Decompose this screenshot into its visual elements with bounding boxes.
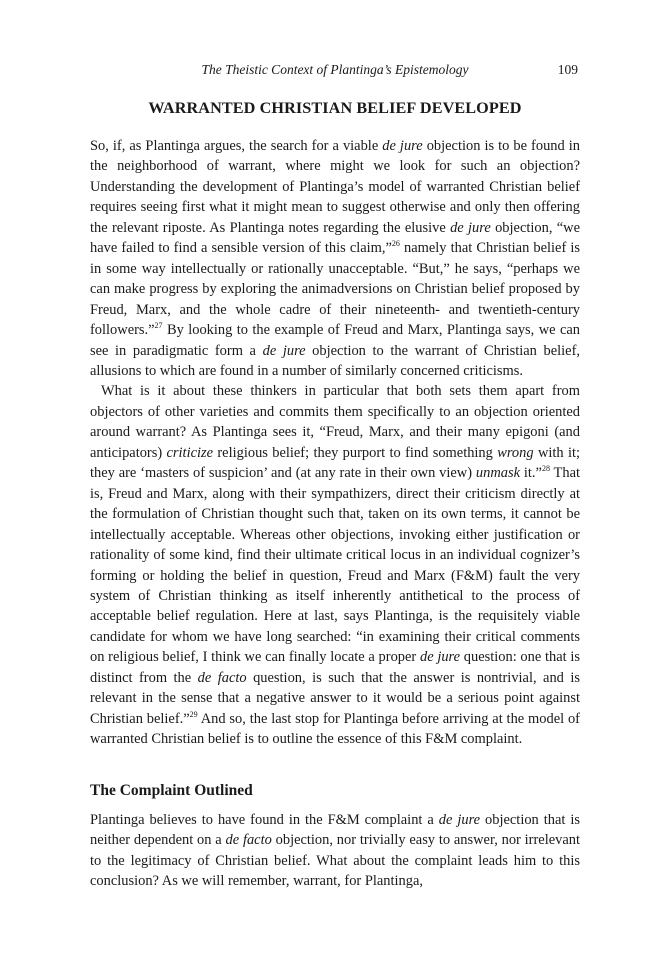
running-header — [90, 62, 580, 82]
italic-term: criticize — [166, 444, 214, 461]
text-run: That is, Freud and Marx, along with their sympathizers, direct their criticism directly at the formulation of Christian thought such that, taken on its own terms, it cannot be intellectually acceptable. Whereas other objections, invoking either justification or rationality of some kind, find their ultimate critical locus in an individual cognizer’s forming or holding the belief in question, Freud and Marx (F&M) fault the very system of Christian thinking as itself inherently antithetical to the process of acceptable belief regulation. Here at last, says Plantinga, is the requisitely viable candidate for whom we have long searched: “in examining their critical comments on religious belief, I think we can finally locate a proper — [90, 465, 580, 666]
running-title: The Theistic Context of Plantinga’s Epistemology — [201, 62, 469, 77]
footnote-ref-28[interactable]: 28 — [541, 464, 550, 474]
text-run: it.” — [520, 465, 542, 482]
italic-term: de facto — [197, 669, 247, 686]
italic-term: de jure — [450, 219, 491, 236]
footnote-ref-27[interactable]: 27 — [154, 321, 163, 331]
text-run: objection is to be found in the neighborhood of warrant, where might we look for such an objection? Understanding the development of Plantinga’s model of warranted Christian belief requires seeing first what it might mean to suggest otherwise and only then offering the relevant riposte. As Plantinga notes regarding the elusive — [90, 138, 580, 236]
italic-term: wrong — [497, 444, 534, 461]
subsection-title: The Complaint Outlined — [90, 781, 253, 799]
italic-term: de jure — [419, 649, 461, 666]
italic-term: de jure — [262, 342, 306, 359]
text-run: So, if, as Plantinga argues, the search for a viable — [90, 138, 383, 154]
text-run: What is it about these thinkers in particular that both sets them apart from objectors of other varieties and commits them specifically to an objection oriented around warrant? As Plantinga sees it, “Freud, Marx, and their many epigoni (and anticipators) — [90, 383, 580, 461]
italic-term: de facto — [225, 832, 272, 849]
italic-term: de jure — [382, 138, 423, 154]
footnote-ref-29[interactable]: 29 — [189, 709, 198, 719]
text-run: By looking to the example of Freud and Marx, Plantinga says, we can see in paradigmatic form a — [90, 322, 580, 359]
text-run: objection that is neither dependent on a — [90, 811, 580, 849]
text-run: with it; they are ‘masters of suspicion’ and (at any rate in their own view) — [90, 444, 580, 482]
italic-term: de jure — [438, 811, 481, 828]
text-run: Plantinga believes to have found in the F&M complaint a — [90, 811, 439, 828]
footnote-ref-26[interactable]: 26 — [391, 239, 400, 249]
text-run: And so, the last stop for Plantinga before arriving at the model of warranted Christian belief is to outline the essence of this F&M complaint. — [90, 710, 580, 748]
paragraph-3 — [90, 810, 580, 892]
text-run: objection to the warrant of Christian belief, allusions to which are found in a number of similarly concerned criticisms. — [90, 342, 580, 379]
text-run: question: one that is distinct from the — [90, 649, 580, 686]
text-run: objection, nor trivially easy to answer, nor irrelevant to the legitimacy of Christian belief. What about the complaint leads him to this conclusion? As we will remember, warrant, for Plantinga, — [90, 832, 580, 889]
italic-term: unmask — [475, 465, 521, 482]
paragraph-1 — [90, 136, 580, 381]
subsection-body — [90, 810, 580, 892]
book-page — [90, 62, 580, 891]
text-run: religious belief; they purport to find something — [213, 444, 498, 461]
section-title: WARRANTED CHRISTIAN BELIEF DEVELOPED — [148, 99, 522, 117]
text-run: question, is such that the answer is nontrivial, and is relevant in the sense that a negative answer to it would be a serious point against Christian belief.” — [90, 669, 580, 727]
text-run: objection, “we have failed to find a sensible version of this claim,” — [90, 219, 580, 257]
text-run: namely that Christian belief is in some way intellectually or rationally unacceptable. “But,” he says, “perhaps we can make progress by exploring the animadversions on Christian belief proposed by Freud, Marx, and the whole cadre of their nineteenth- and twentieth-century followers.” — [90, 240, 580, 339]
paragraph-2 — [90, 381, 580, 749]
section-body — [90, 136, 580, 750]
page-number: 109 — [557, 62, 578, 77]
